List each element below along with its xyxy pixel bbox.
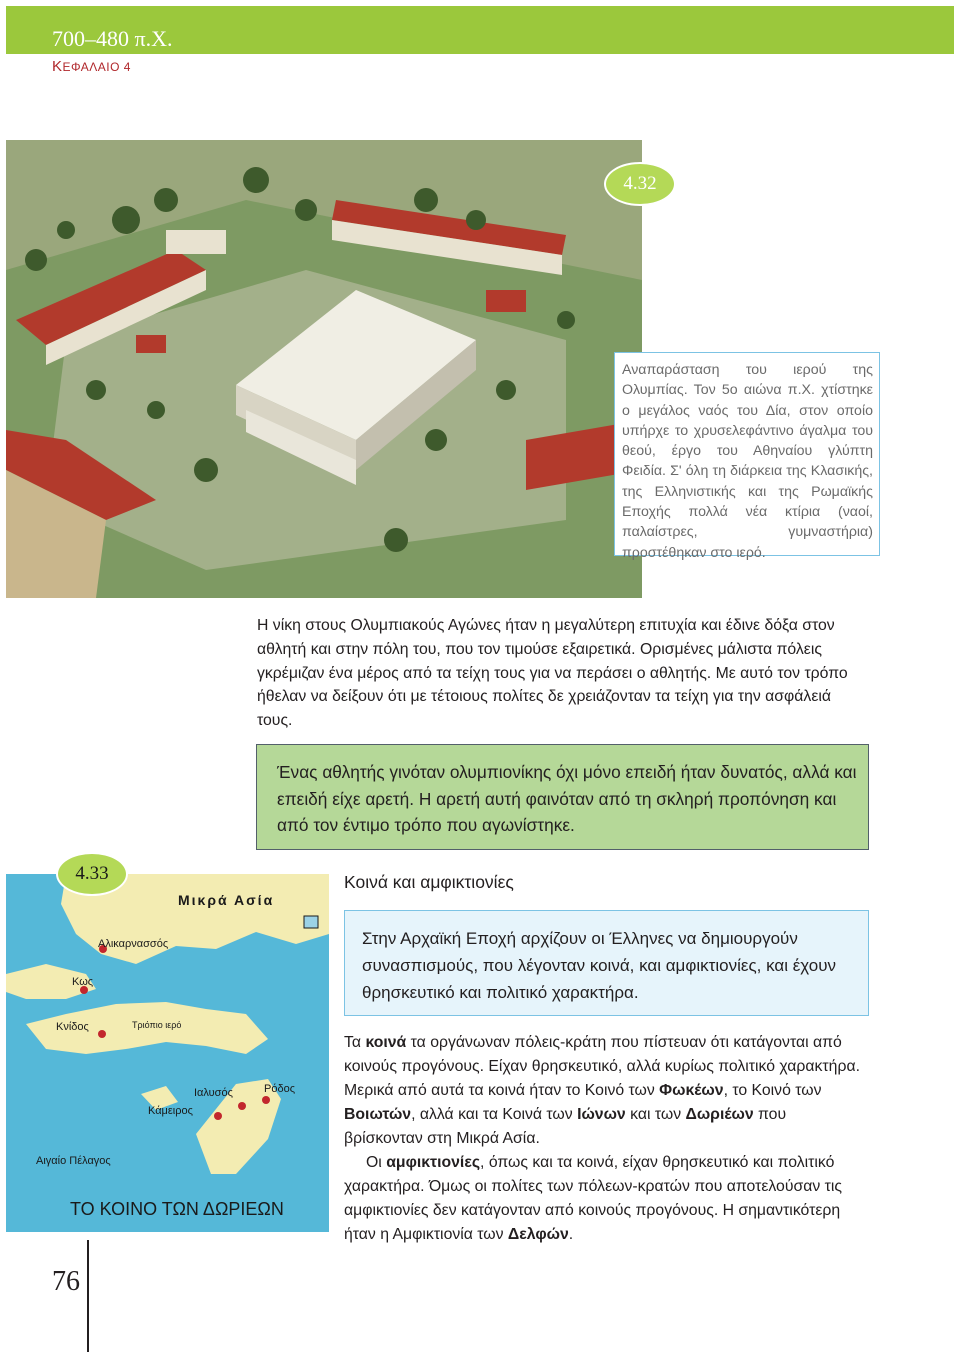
p2-bold-voioton: Βοιωτών <box>344 1106 412 1123</box>
map-title: ΤΟ ΚΟΙΝΟ ΤΩΝ ΔΩΡΙΕΩΝ <box>70 1199 284 1219</box>
label-ialysos: Ιαλυσός <box>194 1087 233 1099</box>
label-knidos: Κνίδος <box>56 1021 89 1033</box>
p2-bold-koina: κοινά <box>365 1034 407 1051</box>
p3-text-2: , όπως και τα κοινά, είχαν θρησκευτικό και πολιτικό χαρακτήρα. Όμως οι πολίτες των πόλεων-κρατών που αποτελούσαν τις αμφικτιονίες δεν κατάγονταν από κοινούς προγόνους. Η σημαντικότερη ήταν η Αμφικτιονία των <box>344 1154 843 1243</box>
page-number: 76 <box>52 1266 80 1297</box>
label-triopio: Τριόπιο ιερό <box>132 1020 182 1030</box>
athlete-virtue-box: Ένας αθλητής γινόταν ολυμπιονίκης όχι μόνο επειδή ήταν δυνατός, αλλά και επειδή είχε αρετή. Η αρετή αυτή φαινόταν από τη σκληρή προπόνηση και από τον έντιμο τρόπο που αγωνίστηκε. <box>256 744 869 850</box>
label-halicarnassus: Αλικαρνασσός <box>98 938 169 950</box>
p3-bold-amfiktionies: αμφικτιονίες <box>386 1154 481 1171</box>
label-aegean: Αιγαίο Πέλαγος <box>36 1155 111 1167</box>
label-kameiros: Κάμειρος <box>148 1105 193 1117</box>
olympic-victory-paragraph: Η νίκη στους Ολυμπιακούς Αγώνες ήταν η μεγαλύτερη επιτυχία και έδινε δόξα στον αθλητή και στην πόλη του, που τον τιμούσε εξαιρετικά. Ορισμένες μάλιστα πόλεις γκρέμιζαν ένα μέρος από τα τείχη τους για να περάσει ο αθλητής. Με αυτό τον τρόπο ήθελαν να δείξουν ότι με τέτοιους πολίτες δε χρειάζονταν τα τείχη για την ασφάλειά τους. <box>257 617 848 730</box>
figure-4-32-caption: Αναπαράσταση του ιερού της Ολυμπίας. Τον 5ο αιώνα π.Χ. χτίστηκε ο μεγάλος ναός του Δία, στον οποίο υπήρχε το χρυσελεφάντινο άγαλμα του θεού, έργο του Αθηναίου γλύπτη Φειδία. Σ' όλη τη διάρκεια της Κλασικής, της Ελληνιστικής και της Ρωμαϊκής Εποχής πολλά νέα κτίρια (ναοί, παλαίστρες, γυμναστήρια) προστέθηκαν στο ιερό. <box>614 352 880 556</box>
p2-text-3: , το Κοινό των <box>723 1082 822 1099</box>
chapter-label <box>52 58 131 75</box>
p2-bold-dorieon: Δωριέων <box>685 1106 754 1123</box>
figure-4-33-badge: 4.33 <box>56 852 128 896</box>
p2-text-1: Τα <box>344 1034 366 1051</box>
page-number-rule <box>87 1240 89 1352</box>
p2-text-4: , αλλά και τα Κοινά των <box>411 1106 578 1123</box>
koina-summary-box: Στην Αρχαϊκή Εποχή αρχίζουν οι Έλληνες να δημιουργούν συνασπισμούς, που λέγονταν κοινά, και αμφικτιονίες, και έχουν θρησκευτικό και πολιτικό χαρακτήρα. <box>344 910 869 1016</box>
p2-text-6: που βρίσκονταν στη Μικρά Ασία. <box>344 1106 787 1147</box>
label-asia-minor: Μικρά Ασία <box>178 892 275 908</box>
label-kos: Κως <box>72 976 94 988</box>
label-rodos: Ρόδος <box>264 1083 295 1095</box>
section-heading: Κοινά και αμφικτιονίες <box>344 872 514 892</box>
figure-4-32-badge: 4.32 <box>604 162 676 206</box>
p3-text-3: . <box>568 1226 574 1243</box>
p2-text-5: και των <box>625 1106 686 1123</box>
dorian-koinon-map <box>6 874 329 1232</box>
chapter-initial: Κ <box>52 58 63 75</box>
chapter-rest: ΕΦΑΛΑΙΟ 4 <box>62 60 131 74</box>
p2-bold-fokeon: Φωκέων <box>659 1082 724 1099</box>
olympia-model-photo <box>6 140 642 598</box>
p2-text-2: τα οργάνωναν πόλεις-κράτη που πίστευαν ότι κατάγονται από κοινούς προγόνους. Είχαν θρησκευτικό, αλλά κυρίως πολιτικό χαρακτήρα. Μερικά από αυτά τα κοινά ήταν το Κοινό των <box>344 1034 860 1099</box>
period-title: 700–480 π.Χ. <box>52 26 173 51</box>
koina-paragraph <box>344 1031 864 1247</box>
p2-bold-ionon: Ιώνων <box>577 1106 626 1123</box>
p3-bold-delfon: Δελφών <box>507 1226 569 1243</box>
p3-text-1: Οι <box>366 1154 387 1171</box>
